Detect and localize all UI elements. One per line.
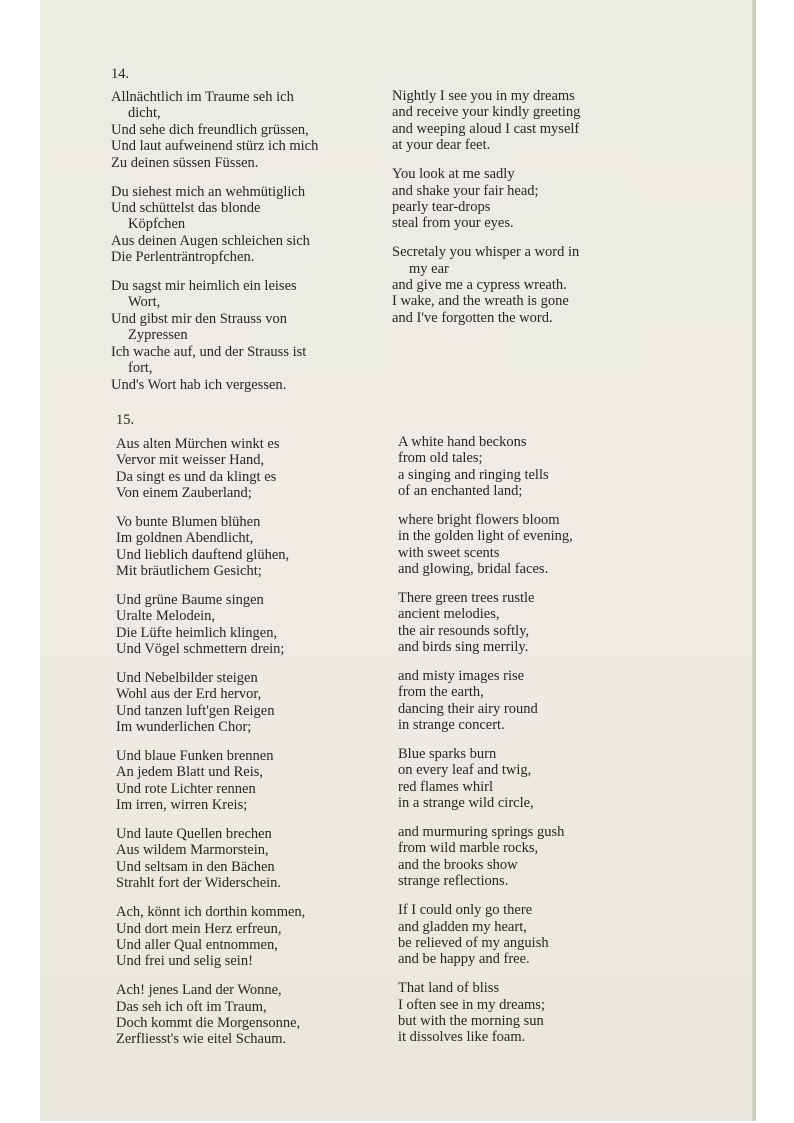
verse-line: fort, bbox=[128, 360, 153, 377]
verse-line: Zypressen bbox=[128, 327, 188, 344]
verse-line: and misty images rise bbox=[398, 668, 525, 685]
verse-line: my ear bbox=[409, 260, 449, 277]
verse-line: the air resounds softly, bbox=[398, 622, 530, 639]
poem-number-14: 14. bbox=[111, 66, 130, 82]
stanza bbox=[116, 514, 305, 580]
stanza bbox=[116, 826, 305, 892]
verse-line: Aus deinen Augen schleichen sich bbox=[111, 232, 310, 249]
stanza bbox=[116, 670, 305, 736]
stanza bbox=[398, 902, 573, 968]
verse-line: There green trees rustle bbox=[398, 590, 535, 607]
verse-line: and the brooks show bbox=[398, 856, 518, 873]
verse-line: Blue sparks burn bbox=[398, 746, 497, 763]
poem-14-german bbox=[111, 89, 383, 405]
stanza bbox=[111, 184, 383, 266]
verse-line: Und grüne Baume singen bbox=[116, 592, 264, 609]
verse-line: and glowing, bridal faces. bbox=[398, 561, 549, 578]
verse-line: Und schüttelst das blonde bbox=[111, 199, 261, 216]
verse-line: Und dort mein Herz erfreun, bbox=[116, 920, 282, 937]
stanza bbox=[116, 748, 305, 814]
verse-line: steal from your eyes. bbox=[392, 215, 514, 232]
verse-line: Zerfliesst's wie eitel Schaum. bbox=[116, 1031, 287, 1048]
stanza bbox=[392, 244, 580, 326]
verse-line: and gladden my heart, bbox=[398, 918, 527, 935]
verse-line: and receive your kindly greeting bbox=[392, 104, 581, 121]
verse-line: a singing and ringing tells bbox=[398, 466, 549, 483]
verse-line: Vervor mit weisser Hand, bbox=[116, 452, 265, 469]
verse-line: Ach, könnt ich dorthin kommen, bbox=[116, 904, 306, 921]
verse-line: Und tanzen luft'gen Reigen bbox=[116, 702, 275, 719]
verse-line: strange reflections. bbox=[398, 873, 509, 890]
verse-line: Die Perlenträntropfchen. bbox=[111, 249, 255, 266]
verse-line: Köpfchen bbox=[128, 216, 186, 233]
stanza bbox=[398, 512, 573, 578]
verse-line: from old tales; bbox=[398, 450, 483, 467]
verse-line: Ich wache auf, und der Strauss ist bbox=[111, 343, 307, 360]
verse-line: Du siehest mich an wehmütiglich bbox=[111, 183, 306, 200]
verse-line: Wohl aus der Erd hervor, bbox=[116, 686, 262, 703]
verse-line: Und Nebelbilder steigen bbox=[116, 670, 258, 687]
verse-line: it dissolves like foam. bbox=[398, 1029, 526, 1046]
verse-line: dicht, bbox=[128, 105, 161, 122]
poem-number-15: 15. bbox=[116, 412, 135, 428]
sheet-edge bbox=[753, 0, 756, 1121]
verse-line: Und lieblich dauftend glühen, bbox=[116, 546, 290, 563]
stanza bbox=[398, 590, 573, 656]
verse-line: at your dear feet. bbox=[392, 137, 491, 154]
stanza bbox=[398, 980, 573, 1046]
verse-line: Und aller Qual entnommen, bbox=[116, 936, 278, 953]
verse-line: where bright flowers bloom bbox=[398, 512, 560, 529]
verse-line: and I've forgotten the word. bbox=[392, 309, 553, 326]
stanza bbox=[392, 88, 580, 154]
stanza bbox=[398, 746, 573, 812]
verse-line: red flames whirl bbox=[398, 778, 494, 795]
verse-line: An jedem Blatt und Reis, bbox=[116, 764, 263, 781]
verse-line: Mit bräutlichem Gesicht; bbox=[116, 563, 262, 580]
verse-line: Doch kommt die Morgensonne, bbox=[116, 1014, 301, 1031]
verse-line: You look at me sadly bbox=[392, 166, 515, 183]
stanza bbox=[398, 434, 573, 500]
verse-line: Und's Wort hab ich vergessen. bbox=[111, 376, 287, 393]
verse-line: Du sagst mir heimlich ein leises bbox=[111, 278, 297, 295]
verse-line: Secretaly you whisper a word in bbox=[392, 244, 580, 261]
verse-line: in strange concert. bbox=[398, 717, 505, 734]
verse-line: I often see in my dreams; bbox=[398, 996, 545, 1013]
verse-line: Und gibst mir den Strauss von bbox=[111, 310, 288, 327]
verse-line: ancient melodies, bbox=[398, 606, 500, 623]
verse-line: A white hand beckons bbox=[398, 434, 527, 450]
stanza bbox=[111, 89, 383, 171]
verse-line: Und blaue Funken brennen bbox=[116, 748, 274, 765]
verse-line: pearly tear-drops bbox=[392, 198, 491, 215]
verse-line: Strahlt fort der Widerschein. bbox=[116, 875, 282, 892]
verse-line: Von einem Zauberland; bbox=[116, 485, 252, 502]
poem-15-german bbox=[116, 436, 305, 1060]
stanza bbox=[116, 592, 305, 658]
verse-line: Zu deinen süssen Füssen. bbox=[111, 154, 259, 171]
verse-line: and birds sing merrily. bbox=[398, 639, 529, 656]
verse-line: Das seh ich oft im Traum, bbox=[116, 998, 267, 1015]
verse-line: Aus alten Mürchen winkt es bbox=[116, 436, 280, 452]
verse-line: Aus wildem Marmorstein, bbox=[116, 842, 269, 859]
verse-line: Wort, bbox=[128, 294, 161, 311]
verse-line: be relieved of my anguish bbox=[398, 934, 549, 951]
verse-line: Und seltsam in den Bächen bbox=[116, 858, 275, 875]
verse-line: Vo bunte Blumen blühen bbox=[116, 514, 261, 531]
verse-line: dancing their airy round bbox=[398, 700, 538, 717]
verse-line: on every leaf and twig, bbox=[398, 762, 532, 779]
verse-line: from wild marble rocks, bbox=[398, 840, 539, 857]
stanza bbox=[398, 668, 573, 734]
verse-line: Allnächtlich im Traume seh ich bbox=[111, 89, 294, 105]
verse-line: Und rote Lichter rennen bbox=[116, 780, 256, 797]
verse-line: If I could only go there bbox=[398, 902, 533, 919]
verse-line: Im wunderlichen Chor; bbox=[116, 719, 252, 736]
verse-line: and give me a cypress wreath. bbox=[392, 277, 567, 294]
verse-line: but with the morning sun bbox=[398, 1012, 544, 1029]
verse-line: and weeping aloud I cast myself bbox=[392, 120, 580, 137]
verse-line: in the golden light of evening, bbox=[398, 528, 573, 545]
verse-line: of an enchanted land; bbox=[398, 483, 523, 500]
verse-line: and be happy and free. bbox=[398, 951, 530, 968]
verse-line: Nightly I see you in my dreams bbox=[392, 88, 575, 104]
verse-line: from the earth, bbox=[398, 684, 484, 701]
verse-line: Und frei und selig sein! bbox=[116, 953, 253, 970]
stanza bbox=[398, 824, 573, 890]
verse-line: Und laut aufweinend stürz ich mich bbox=[111, 138, 319, 155]
stanza bbox=[116, 904, 305, 970]
verse-line: That land of bliss bbox=[398, 980, 500, 997]
verse-line: Im goldnen Abendlicht, bbox=[116, 530, 254, 547]
verse-line: Ach! jenes Land der Wonne, bbox=[116, 982, 282, 999]
stanza bbox=[392, 166, 580, 232]
verse-line: Uralte Melodein, bbox=[116, 608, 216, 625]
verse-line: Und laute Quellen brechen bbox=[116, 826, 272, 843]
verse-line: I wake, and the wreath is gone bbox=[392, 293, 569, 310]
verse-line: in a strange wild circle, bbox=[398, 795, 534, 812]
verse-line: Im irren, wirren Kreis; bbox=[116, 797, 248, 814]
verse-line: with sweet scents bbox=[398, 544, 500, 561]
verse-line: Und Vögel schmettern drein; bbox=[116, 641, 285, 658]
verse-line: Und sehe dich freundlich grüssen, bbox=[111, 121, 309, 138]
verse-line: Die Lüfte heimlich klingen, bbox=[116, 624, 278, 641]
stanza bbox=[116, 982, 305, 1048]
verse-line: and shake your fair head; bbox=[392, 182, 539, 199]
stanza bbox=[111, 278, 383, 393]
verse-line: and murmuring springs gush bbox=[398, 824, 565, 841]
poem-15-english bbox=[398, 434, 573, 1058]
poem-14-english bbox=[392, 88, 580, 339]
stanza bbox=[116, 436, 305, 502]
verse-line: Da singt es und da klingt es bbox=[116, 468, 277, 485]
